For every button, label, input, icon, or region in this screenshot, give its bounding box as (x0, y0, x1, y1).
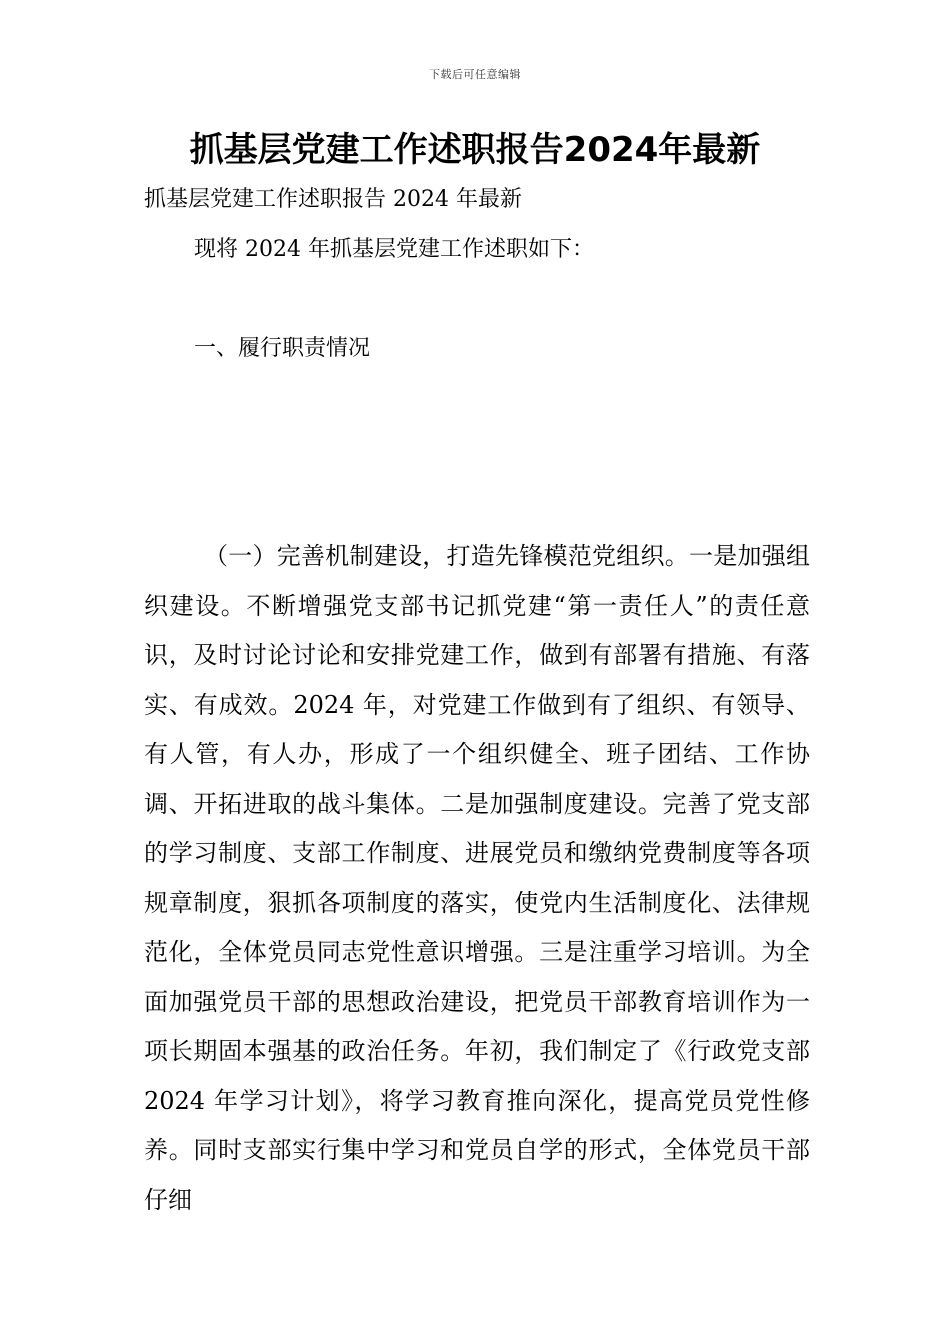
header-note: 下载后可任意编辑 (429, 68, 521, 81)
document-subtitle: 抓基层党建工作述职报告 2024 年最新 (144, 187, 522, 212)
section-heading: 一、履行职责情况 (194, 336, 371, 361)
intro-line: 现将 2024 年抓基层党建工作述职如下： (194, 237, 594, 262)
document-title: 抓基层党建工作述职报告2024年最新 (189, 130, 761, 170)
body-paragraph: （一）完善机制建设，打造先锋模范党组织。一是加强组织建设。不断增强党支部书记抓党建“第一责任人”的责任意识，及时讨论讨论和安排党建工作，做到有部署有措施、有落实、有成效。2024 年，对党建工作做到有了组织、有领导、有人管，有人办，形成了一个组织健全、班子团结、工作协调、开拓进取的战斗集体。二是加强制度建设。完善了党支部的学习制度、支部工作制度、进展党员和缴纳党费制度等各项规章制度，狠抓各项制度的落实，使党内生活制度化、法律规范化，全体党员同志党性意识增强。三是注重学习培训。为全面加强党员干部的思想政治建设，把党员干部教育培训作为一项长期固本强基的政治任务。年初，我们制定了《行政党支部 2024 年学习计划》，将学习教育推向深化，提高党员党性修养。同时支部实行集中学习和党员自学的形式，全体党员干部仔细 (144, 542, 810, 1214)
